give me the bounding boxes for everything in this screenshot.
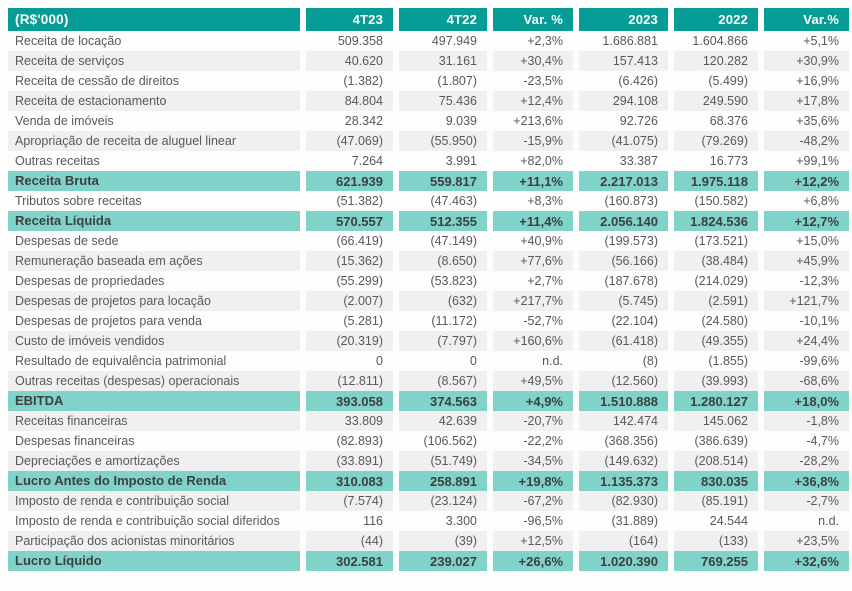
total-row — [8, 171, 849, 191]
cell-value: 3.300 — [393, 511, 487, 531]
cell-value: 1.280.127 — [668, 391, 758, 411]
row-label: Imposto de renda e contribuição social — [8, 491, 300, 511]
cell-value: 621.939 — [300, 171, 393, 191]
cell-value: (8.567) — [393, 371, 487, 391]
row-label: Receitas financeiras — [8, 411, 300, 431]
table-header-row — [8, 8, 849, 31]
row-label: Outras receitas (despesas) operacionais — [8, 371, 300, 391]
cell-value: (11.172) — [393, 311, 487, 331]
cell-value: +30,9% — [758, 51, 849, 71]
cell-value: (82.930) — [573, 491, 668, 511]
cell-value: 374.563 — [393, 391, 487, 411]
cell-value: 258.891 — [393, 471, 487, 491]
cell-value: 2.217.013 — [573, 171, 668, 191]
cell-value: (15.362) — [300, 251, 393, 271]
cell-value: 120.282 — [668, 51, 758, 71]
row-label: Receita de estacionamento — [8, 91, 300, 111]
cell-value: -34,5% — [487, 451, 573, 471]
cell-value: -20,7% — [487, 411, 573, 431]
cell-value: 559.817 — [393, 171, 487, 191]
cell-value: -23,5% — [487, 71, 573, 91]
cell-value: 310.083 — [300, 471, 393, 491]
row-label: Lucro Antes do Imposto de Renda — [8, 471, 300, 491]
cell-value: (187.678) — [573, 271, 668, 291]
column-header: 4T22 — [393, 8, 487, 31]
cell-value: 570.557 — [300, 211, 393, 231]
cell-value: +121,7% — [758, 291, 849, 311]
cell-value: 28.342 — [300, 111, 393, 131]
cell-value: +4,9% — [487, 391, 573, 411]
cell-value: 75.436 — [393, 91, 487, 111]
cell-value: (150.582) — [668, 191, 758, 211]
cell-value: +19,8% — [487, 471, 573, 491]
cell-value: 1.604.866 — [668, 31, 758, 51]
cell-value: 0 — [393, 351, 487, 371]
cell-value: 1.686.881 — [573, 31, 668, 51]
table-row — [8, 511, 849, 531]
cell-value: (38.484) — [668, 251, 758, 271]
cell-value: (214.029) — [668, 271, 758, 291]
cell-value: 2.056.140 — [573, 211, 668, 231]
cell-value: 16.773 — [668, 151, 758, 171]
cell-value: (33.891) — [300, 451, 393, 471]
cell-value: -96,5% — [487, 511, 573, 531]
cell-value: 33.809 — [300, 411, 393, 431]
cell-value: (8.650) — [393, 251, 487, 271]
row-label: Despesas de propriedades — [15, 274, 165, 288]
table-row — [8, 271, 849, 291]
table-row — [8, 151, 849, 171]
cell-value: +11,1% — [487, 171, 573, 191]
column-header: 2022 — [668, 8, 758, 31]
cell-value: +6,8% — [758, 191, 849, 211]
table-row — [8, 131, 849, 151]
total-row — [8, 211, 849, 231]
cell-value: 1.824.536 — [668, 211, 758, 231]
cell-value: (39) — [393, 531, 487, 551]
table-row — [8, 291, 849, 311]
table-row — [8, 491, 849, 511]
cell-value: (24.580) — [668, 311, 758, 331]
cell-value: -67,2% — [487, 491, 573, 511]
cell-value: 497.949 — [393, 31, 487, 51]
cell-value: (66.419) — [300, 231, 393, 251]
cell-value: +32,6% — [758, 551, 849, 571]
row-label: Participação dos acionistas minoritários — [8, 531, 300, 551]
cell-value: +11,4% — [487, 211, 573, 231]
cell-value: (386.639) — [668, 431, 758, 451]
total-row — [8, 551, 849, 571]
cell-value: -2,7% — [758, 491, 849, 511]
cell-value: (173.521) — [668, 231, 758, 251]
cell-value: (85.191) — [668, 491, 758, 511]
cell-value: (61.418) — [573, 331, 668, 351]
cell-value: -12,3% — [758, 271, 849, 291]
cell-value: +35,6% — [758, 111, 849, 131]
table-row — [8, 71, 849, 91]
cell-value: n.d. — [487, 351, 573, 371]
row-label: Depreciações e amortizações — [8, 451, 300, 471]
table-row — [8, 351, 849, 371]
cell-value: 302.581 — [300, 551, 393, 571]
cell-value: 24.544 — [668, 511, 758, 531]
cell-value: +2,3% — [487, 31, 573, 51]
cell-value: +36,8% — [758, 471, 849, 491]
cell-value: 116 — [300, 511, 393, 531]
cell-value: 830.035 — [668, 471, 758, 491]
total-row — [8, 391, 849, 411]
row-label: Receita de serviços — [8, 51, 300, 71]
cell-value: 33.387 — [573, 151, 668, 171]
cell-value: (55.299) — [300, 271, 393, 291]
cell-value: 7.264 — [300, 151, 393, 171]
cell-value: (53.823) — [393, 271, 487, 291]
cell-value: 3.991 — [393, 151, 487, 171]
cell-value: (7.797) — [393, 331, 487, 351]
cell-value: (12.560) — [573, 371, 668, 391]
cell-value: -52,7% — [487, 311, 573, 331]
cell-value: 84.804 — [300, 91, 393, 111]
cell-value: -22,2% — [487, 431, 573, 451]
cell-value: (1.807) — [393, 71, 487, 91]
cell-value: +17,8% — [758, 91, 849, 111]
cell-value: (56.166) — [573, 251, 668, 271]
row-label: Remuneração baseada em ações — [8, 251, 300, 271]
income-statement-table — [8, 8, 849, 571]
cell-value: (22.104) — [573, 311, 668, 331]
column-header-unit: (R$'000) — [8, 8, 300, 31]
cell-value: n.d. — [758, 511, 849, 531]
row-label: Custo de imóveis vendidos — [8, 331, 300, 351]
cell-value: +49,5% — [487, 371, 573, 391]
cell-value: 42.639 — [393, 411, 487, 431]
cell-value: (2.591) — [668, 291, 758, 311]
table-row — [8, 111, 849, 131]
cell-value: (51.749) — [393, 451, 487, 471]
column-header: Var.% — [758, 8, 849, 31]
cell-value: +30,4% — [487, 51, 573, 71]
cell-value: +12,5% — [487, 531, 573, 551]
cell-value: (7.574) — [300, 491, 393, 511]
cell-value: (5.281) — [300, 311, 393, 331]
cell-value: (41.075) — [573, 131, 668, 151]
cell-value: -10,1% — [758, 311, 849, 331]
table-row — [8, 371, 849, 391]
row-label: Despesas de projetos para venda — [15, 314, 202, 328]
cell-value: 512.355 — [393, 211, 487, 231]
cell-value: +23,5% — [758, 531, 849, 551]
cell-value: (55.950) — [393, 131, 487, 151]
cell-value: +5,1% — [758, 31, 849, 51]
cell-value: +24,4% — [758, 331, 849, 351]
row-label: Despesas financeiras — [15, 434, 135, 448]
cell-value: (1.382) — [300, 71, 393, 91]
cell-value: +26,6% — [487, 551, 573, 571]
cell-value: +160,6% — [487, 331, 573, 351]
cell-value: 509.358 — [300, 31, 393, 51]
cell-value: 769.255 — [668, 551, 758, 571]
cell-value: 1.135.373 — [573, 471, 668, 491]
cell-value: +99,1% — [758, 151, 849, 171]
row-label: Lucro Líquido — [8, 551, 300, 571]
cell-value: +82,0% — [487, 151, 573, 171]
cell-value: +213,6% — [487, 111, 573, 131]
cell-value: +18,0% — [758, 391, 849, 411]
cell-value: (149.632) — [573, 451, 668, 471]
row-label: Receita Líquida — [8, 211, 300, 231]
row-label: Despesas de projetos para locação — [8, 291, 300, 311]
table-row — [8, 91, 849, 111]
cell-value: (44) — [300, 531, 393, 551]
cell-value: (368.356) — [573, 431, 668, 451]
cell-value: +15,0% — [758, 231, 849, 251]
cell-value: (5.499) — [668, 71, 758, 91]
cell-value: -4,7% — [758, 431, 849, 451]
cell-value: +2,7% — [487, 271, 573, 291]
table-body — [8, 31, 849, 571]
cell-value: (199.573) — [573, 231, 668, 251]
cell-value: 9.039 — [393, 111, 487, 131]
cell-value: 1.975.118 — [668, 171, 758, 191]
row-label: Receita Bruta — [8, 171, 300, 191]
row-label: Outras receitas — [15, 154, 100, 168]
cell-value: (12.811) — [300, 371, 393, 391]
table-row — [8, 331, 849, 351]
cell-value: 294.108 — [573, 91, 668, 111]
cell-value: (31.889) — [573, 511, 668, 531]
cell-value: +12,4% — [487, 91, 573, 111]
table-row — [8, 251, 849, 271]
table-row — [8, 411, 849, 431]
cell-value: 68.376 — [668, 111, 758, 131]
cell-value: 157.413 — [573, 51, 668, 71]
cell-value: 1.020.390 — [573, 551, 668, 571]
cell-value: +12,2% — [758, 171, 849, 191]
cell-value: -48,2% — [758, 131, 849, 151]
cell-value: (133) — [668, 531, 758, 551]
cell-value: (23.124) — [393, 491, 487, 511]
cell-value: -15,9% — [487, 131, 573, 151]
cell-value: (20.319) — [300, 331, 393, 351]
cell-value: (47.069) — [300, 131, 393, 151]
row-label: Receita de cessão de direitos — [15, 74, 179, 88]
cell-value: 145.062 — [668, 411, 758, 431]
row-label: Receita de locação — [15, 34, 122, 48]
column-header: 2023 — [573, 8, 668, 31]
cell-value: (106.562) — [393, 431, 487, 451]
cell-value: +77,6% — [487, 251, 573, 271]
cell-value: -1,8% — [758, 411, 849, 431]
table-row — [8, 431, 849, 451]
cell-value: (164) — [573, 531, 668, 551]
cell-value: 31.161 — [393, 51, 487, 71]
table-row — [8, 531, 849, 551]
cell-value: (208.514) — [668, 451, 758, 471]
cell-value: -99,6% — [758, 351, 849, 371]
row-label: EBITDA — [8, 391, 300, 411]
column-header: 4T23 — [300, 8, 393, 31]
cell-value: +217,7% — [487, 291, 573, 311]
row-label: Resultado de equivalência patrimonial — [15, 354, 227, 368]
table-row — [8, 31, 849, 51]
cell-value: +16,9% — [758, 71, 849, 91]
cell-value: 239.027 — [393, 551, 487, 571]
table-row — [8, 451, 849, 471]
cell-value: -68,6% — [758, 371, 849, 391]
row-label: Tributos sobre receitas — [15, 194, 142, 208]
cell-value: (160.873) — [573, 191, 668, 211]
row-label: Apropriação de receita de aluguel linear — [8, 131, 300, 151]
cell-value: (8) — [573, 351, 668, 371]
cell-value: (632) — [393, 291, 487, 311]
cell-value: -28,2% — [758, 451, 849, 471]
cell-value: 393.058 — [300, 391, 393, 411]
cell-value: 249.590 — [668, 91, 758, 111]
cell-value: +45,9% — [758, 251, 849, 271]
cell-value: (5.745) — [573, 291, 668, 311]
cell-value: 1.510.888 — [573, 391, 668, 411]
cell-value: 92.726 — [573, 111, 668, 131]
table-row — [8, 231, 849, 251]
cell-value: +40,9% — [487, 231, 573, 251]
table-row — [8, 191, 849, 211]
cell-value: (79.269) — [668, 131, 758, 151]
cell-value: (2.007) — [300, 291, 393, 311]
cell-value: (82.893) — [300, 431, 393, 451]
cell-value: (49.355) — [668, 331, 758, 351]
cell-value: (39.993) — [668, 371, 758, 391]
row-label: Imposto de renda e contribuição social diferidos — [15, 514, 280, 528]
row-label: Despesas de sede — [15, 234, 119, 248]
row-label: Venda de imóveis — [15, 114, 114, 128]
table-row — [8, 51, 849, 71]
cell-value: +8,3% — [487, 191, 573, 211]
cell-value: (6.426) — [573, 71, 668, 91]
column-header: Var. % — [487, 8, 573, 31]
cell-value: (1.855) — [668, 351, 758, 371]
total-row — [8, 471, 849, 491]
cell-value: 40.620 — [300, 51, 393, 71]
cell-value: 142.474 — [573, 411, 668, 431]
cell-value: (51.382) — [300, 191, 393, 211]
table-row — [8, 311, 849, 331]
cell-value: (47.149) — [393, 231, 487, 251]
cell-value: (47.463) — [393, 191, 487, 211]
cell-value: +12,7% — [758, 211, 849, 231]
cell-value: 0 — [300, 351, 393, 371]
